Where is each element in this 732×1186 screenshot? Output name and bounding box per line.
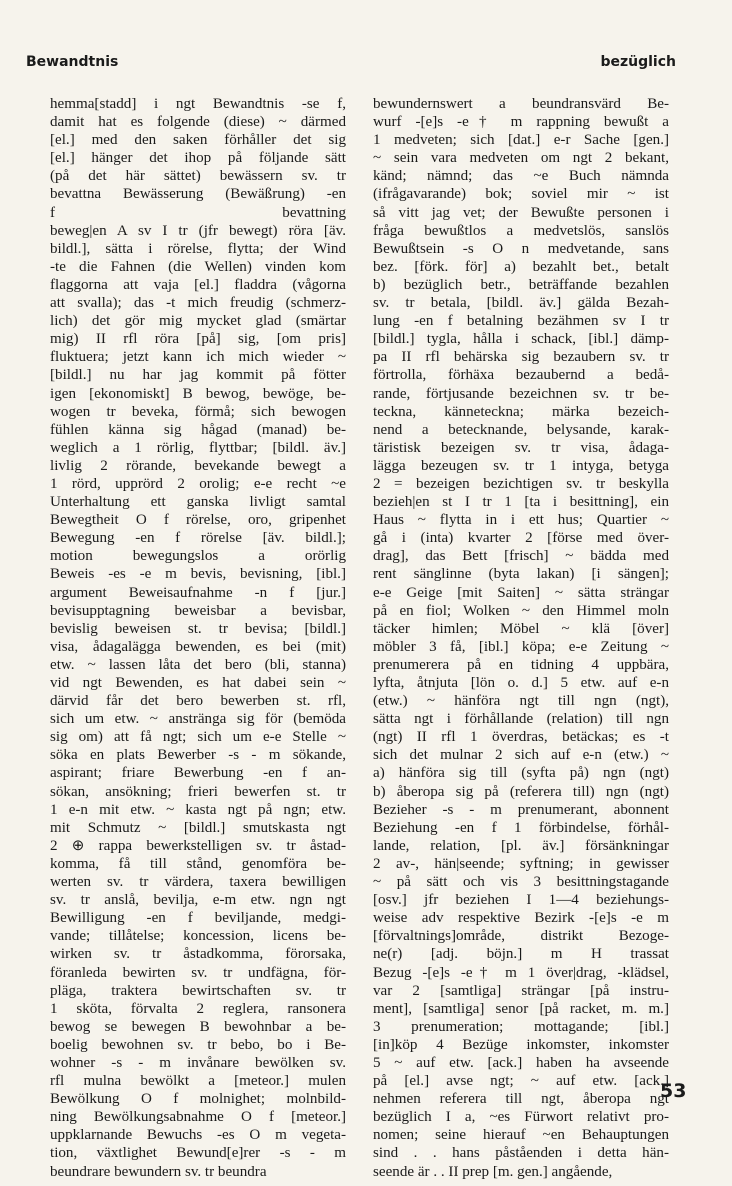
text-line: werten sv. tr värdera, taxera bewilligen — [50, 874, 346, 891]
text-line: sind . . hans påståenden i detta hän- — [373, 1145, 669, 1162]
text-line: Haus ~ flytta in i ett hus; Quartier ~ — [373, 512, 669, 529]
text-line: sich det mulnar 2 sich auf e-n (etw.) ~ — [373, 747, 669, 764]
text-line: wirken sv. tr åstadkomma, förorsaka, — [50, 946, 346, 963]
text-line: nend a betecknande, belysande, karak- — [373, 421, 669, 438]
text-line: 1 e-n mit etw. ~ kasta ngt på ngn; etw. — [50, 801, 346, 818]
text-line: känd; nämnd; das ~e Buch nämnda — [373, 168, 669, 185]
text-line: Bewegtheit O f rörelse, oro, gripenhet — [50, 512, 346, 529]
text-line: rande, förtjusande bezeichnen sv. tr be- — [373, 385, 669, 402]
text-line: Beweis -es -e m bevis, bevisning, [ibl.] — [50, 566, 346, 583]
text-line: bezieh|en st I tr 1 [ta i besittning], ein — [373, 494, 669, 511]
text-line: täcker himlen; Möbel ~ klä [över] — [373, 620, 669, 637]
text-line: etw. ~ lassen låta det bero (bli, stanna) — [50, 656, 346, 673]
text-line: b) bezüglich betr., beträffande bezahlen — [373, 276, 669, 293]
text-line: fluktuera; jetzt kann ich mich wieder ~ — [50, 349, 346, 366]
text-line: vid ngt Bewenden, es hat dabei sein ~ — [50, 675, 346, 691]
text-line: 5 ~ auf etw. [ack.] haben ha avseende — [373, 1054, 669, 1071]
text-line: så vitt jag vet; der Bewußte personen i — [373, 204, 669, 221]
text-line: bewog se bewegen B bewohnbar a be- — [50, 1018, 346, 1035]
text-line: [el.] hänger det ihop på följande sätt — [50, 150, 346, 167]
text-line: bevislig beweisen st. tr bevisa; [bildl.] — [50, 620, 346, 637]
text-line: f bevattning — [50, 204, 346, 221]
text-line: förtrolla, förhäxa bezaubernd a bedå- — [373, 367, 669, 384]
text-line: ning Bewölkungsabnahme O f [meteor.] — [50, 1109, 346, 1126]
text-line: Bewußtsein -s O n medvetande, sans — [373, 240, 669, 257]
text-line: 2 ⊕ rappa bewerkstelligen sv. tr åstad- — [50, 837, 346, 854]
text-line: ~ sein vara medveten om ngt 2 bekant, — [373, 150, 669, 167]
running-head-left: Bewandtnis — [26, 54, 119, 70]
left-column — [50, 95, 346, 1181]
text-line: sig om) att få ngt; sich um e-e Stelle ~ — [50, 729, 346, 746]
text-line: igen [ekonomiskt] B bewog, bewöge, be- — [50, 385, 346, 402]
text-line: seende är . . II prep [m. gen.] angående, — [373, 1163, 613, 1180]
text-line: [bildl.] tygla, hålla i schack, [ibl.] dämp- — [373, 331, 669, 348]
text-line: prenumerera på en tidning 4 uppbära, — [373, 656, 669, 673]
text-line: bevisupptagning beweisbar a bevisbar, — [50, 602, 346, 619]
running-head-right: bezüglich — [600, 54, 676, 70]
text-line: [bildl.] nu har jag kommit på fötter — [50, 367, 346, 384]
text-line: att svalla); das -t mich freudig (schmerz- — [50, 295, 346, 312]
text-line: vande; tillåtelse; koncession, licens be- — [50, 928, 346, 945]
text-line: Bezieher -s - m prenumerant, abonnent — [373, 801, 669, 818]
text-line: på [el.] avse ngt; ~ auf etw. [ack.] — [373, 1073, 669, 1090]
text-line: bildl.], sätta i rörelse, flytta; der Wind — [50, 240, 346, 257]
text-line: damit hat es folgende (diese) ~ därmed — [50, 114, 346, 131]
text-line: (ifrågavarande) bok; soviel mir ~ ist — [373, 186, 669, 203]
text-line: [el.] med den saken förhåller det sig — [50, 132, 346, 149]
text-line: bezüglich I a, ~es Fürwort relativt pro- — [373, 1109, 669, 1126]
text-line: bevattna Bewässerung (Bewäßrung) -en — [50, 186, 346, 203]
text-line: bez. [förk. för] a) bezahlt bet., betalt — [373, 258, 669, 275]
text-line: hemma[stadd] i ngt Bewandtnis -se f, — [50, 96, 346, 112]
text-line: boelig bewohnen sv. tr bebo, bo i Be- — [50, 1036, 346, 1053]
text-line: sv. tr betala, [bildl. äv.] gälda Bezah- — [373, 295, 669, 312]
text-line: weise adv respektive Bezirk -[e]s -e m — [373, 910, 669, 927]
text-line: motion bewegungslos a orörlig — [50, 548, 346, 565]
text-line: sätta ngt i förhållande (relation) till ngn — [373, 711, 669, 728]
text-line: gå i (inta) kvarter 2 [förse med över- — [373, 530, 669, 547]
text-line: beweg|en A sv I tr (jfr bewegt) röra [äv. — [50, 222, 346, 239]
text-line: drag], das Bett [frisch] ~ bädda med — [373, 548, 669, 565]
text-line: var 2 [samtliga] strängar [på instru- — [373, 982, 669, 999]
text-line: föranleda bewirten sv. tr undfägna, för- — [50, 964, 346, 981]
text-line: argument Beweisaufnahme -n f [jur.] — [50, 584, 346, 601]
text-line: täristisk bezeigen sv. tr visa, ådaga- — [373, 439, 669, 456]
text-line: 1 rörd, upprörd 2 orolig; e-e recht ~e — [50, 475, 346, 492]
text-line: sich um etw. ~ anstränga sig för (bemöda — [50, 711, 346, 728]
text-line: 1 medveten; sich [dat.] e-r Sache [gen.] — [373, 132, 669, 149]
text-line: söka en plats Bewerber -s - m sökande, — [50, 747, 346, 764]
text-line: Unterhaltung ett ganska livligt samtal — [50, 494, 346, 511]
text-line: lyfta, åtnjuta [lön o. d.] 5 etw. auf e-n — [373, 675, 669, 691]
text-line: på en fiol; Wolken ~ den Himmel moln — [373, 602, 669, 619]
text-line: beundrare bewundern sv. tr beundra — [50, 1163, 267, 1180]
text-line: flaggorna att vaja [el.] fladdra (vågorna — [50, 276, 346, 293]
text-line: komma, få till stånd, genomföra be- — [50, 855, 346, 872]
text-line: nehmen referera till ngt, åberopa ngt — [373, 1091, 669, 1108]
text-line: [förvaltnings]område, distrikt Bezoge- — [373, 928, 669, 945]
text-line: e-e Geige [mit Saiten] ~ sätta strängar — [373, 584, 669, 601]
text-line: 3 prenumeration; mottagande; [ibl.] — [373, 1018, 669, 1035]
text-line: ~ på sätt och vis 3 besittningstagande — [373, 874, 669, 891]
text-line: 1 sköta, förvalta 2 reglera, ransonera — [50, 1000, 346, 1017]
text-line: sökan, ansökning; frieri bewerfen st. tr — [50, 783, 346, 800]
text-line: lich) det gör mig mycket glad (smärtar — [50, 313, 346, 330]
text-line: Bewilligung -en f beviljande, medgi- — [50, 910, 346, 927]
text-line: mit Schmutz ~ [bildl.] smutskasta ngt — [50, 819, 346, 836]
text-line: (etw.) ~ hänföra ngt till ngn (ngt), — [373, 693, 669, 710]
text-line: weglich a 1 rörlig, flyttbar; [bildl. äv.] — [50, 439, 346, 456]
text-line: mig) II rfl röra [på] sig, [om pris] — [50, 331, 346, 348]
page-number: 53 — [660, 1080, 687, 1102]
text-line: Beziehung -en f 1 förbindelse, förhål- — [373, 819, 669, 836]
text-line: pläga, traktera bewirtschaften sv. tr — [50, 982, 346, 999]
text-line: tion, växtlighet Bewund[e]rer -s - m — [50, 1145, 346, 1162]
text-line: 2 av-, hän|seende; syftning; in gewisser — [373, 855, 669, 872]
text-line: ment], [samtliga] senor [på racket, m. m.] — [373, 1000, 669, 1017]
text-line: fühlen känna sig hågad (manad) be- — [50, 421, 346, 438]
text-line: rent sänglinne (byta lakan) [i sängen]; — [373, 566, 669, 583]
text-line: Bewölkung O f molnighet; molnbild- — [50, 1091, 346, 1108]
text-line: [osv.] jfr beziehen I 1—4 beziehungs- — [373, 892, 669, 909]
text-line: uppklarnande Bewuchs -es O m vegeta- — [50, 1127, 346, 1144]
text-line: möbler 3 få, [ibl.] köpa; e-e Zeitung ~ — [373, 638, 669, 655]
right-column — [373, 95, 669, 1181]
text-line: därvid får det bero bewerben st. rfl, — [50, 693, 346, 710]
text-line: wogen tr beveka, förmå; sich bewogen — [50, 403, 346, 420]
text-line: lung -en f betalning bezähmen sv I tr — [373, 313, 669, 330]
text-line: Bewegung -en f rörelse [äv. bildl.]; — [50, 530, 346, 547]
text-line: livlig 2 rörande, bevekande bewegt a — [50, 457, 346, 474]
text-line: fråga bewußtlos a medvetslös, sanslös — [373, 222, 669, 239]
text-line: -te die Fahnen (die Wellen) vinden kom — [50, 258, 346, 275]
text-line: b) åberopa sig på (referera till) ngn (ngt) — [373, 783, 669, 800]
text-line: a) hänföra sig till (syfta på) ngn (ngt) — [373, 765, 669, 782]
text-line: ne(r) [adj. böjn.] m H trassat — [373, 946, 669, 963]
text-line: wohner -s - m invånare bewölken sv. — [50, 1054, 346, 1071]
text-line: visa, ådagalägga bewenden, es bei (mit) — [50, 638, 346, 655]
text-line: lägga bezeugen sv. tr 1 intyga, betyga — [373, 457, 669, 474]
text-line: wurf -[e]s -e† m rappning bewußt a — [373, 114, 669, 131]
text-line: pa II rfl behärska sig bezaubern sv. tr — [373, 349, 669, 366]
text-line: bewundernswert a beundransvärd Be- — [373, 96, 669, 112]
text-line: nomen; seine hierauf ~en Behauptungen — [373, 1127, 669, 1144]
text-line: sv. tr anslå, bevilja, e-m etw. ngn ngt — [50, 892, 346, 909]
text-line: (ngt) II rfl 1 överdras, betäckas; es -t — [373, 729, 669, 746]
text-line: teckna, känneteckna; märka bezeich- — [373, 403, 669, 420]
text-line: Bezug -[e]s -e† m 1 över|drag, -klädsel, — [373, 964, 669, 981]
text-line: rfl mulna bewölkt a [meteor.] mulen — [50, 1073, 346, 1090]
text-line: aspirant; friare Bewerbung -en f an- — [50, 765, 346, 782]
text-line: (på det här sättet) bewässern sv. tr — [50, 168, 346, 185]
text-line: 2 = bezeigen bezichtigen sv. tr beskylla — [373, 475, 669, 492]
text-line: lande, relation, [pl. äv.] försänkningar — [373, 837, 669, 854]
text-line: [in]köp 4 Bezüge inkomster, inkomster — [373, 1036, 669, 1053]
